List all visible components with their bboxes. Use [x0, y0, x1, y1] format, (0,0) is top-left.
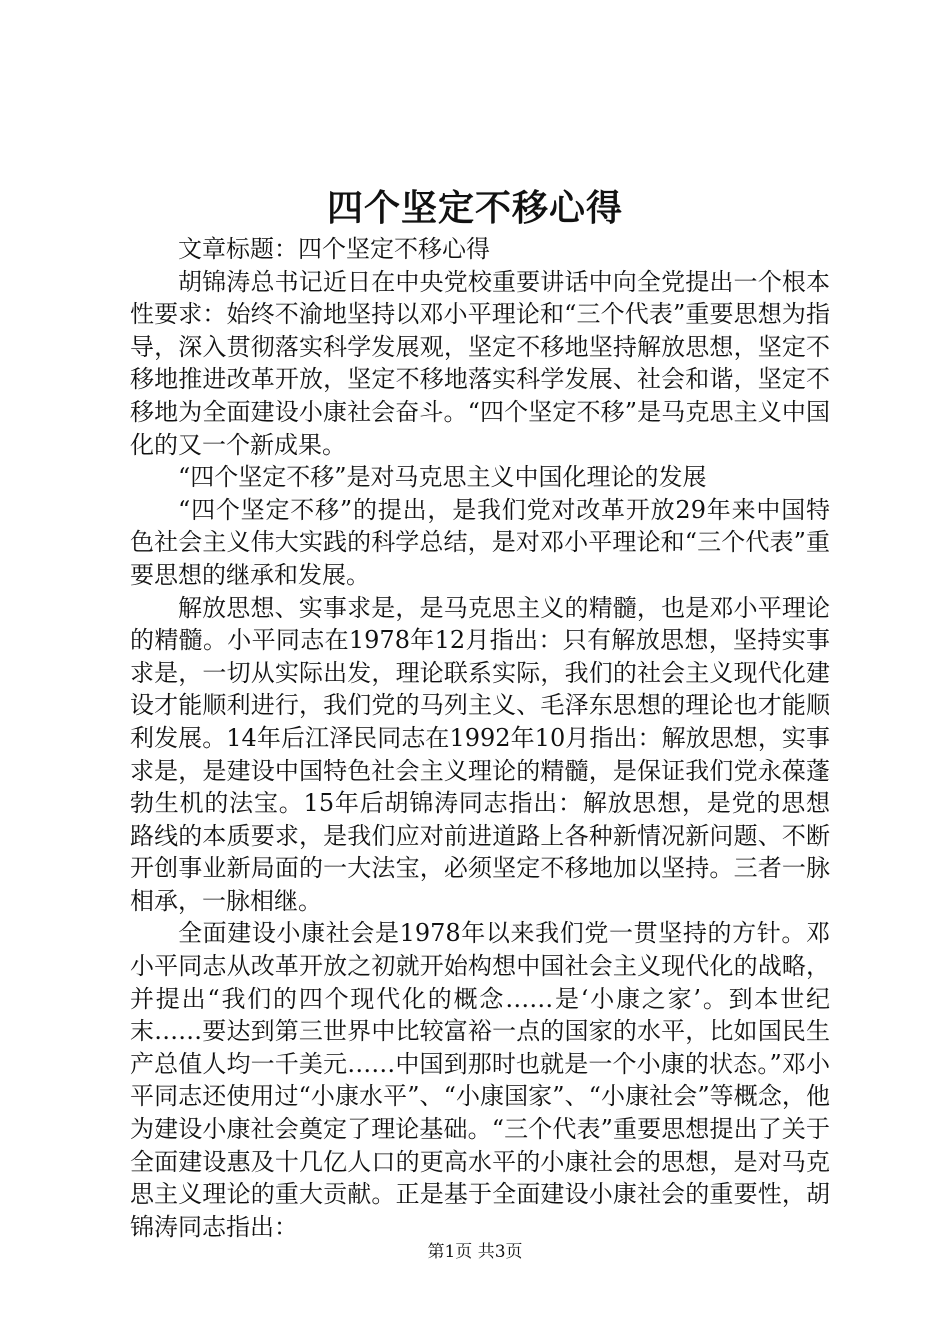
article-title-line: 文章标题：四个坚定不移心得	[178, 235, 490, 263]
section-heading: “四个坚定不移”是对马克思主义中国化理论的发展	[178, 463, 707, 492]
paragraph: “四个坚定不移”的提出，是我们党对改革开放29年来中国特色社会主义伟大实践的科学总结，是对邓小平理论和“三个代表”重要思想的继承和发展。	[130, 495, 830, 589]
paragraph: 胡锦涛总书记近日在中央党校重要讲话中向全党提出一个根本性要求：始终不渝地坚持以邓小平理论和“三个代表”重要思想为指导，深入贯彻落实科学发展观，坚定不移地坚持解放思想，坚定不移地推进改革开放，坚定不移地落实科学发展、社会和谐，坚定不移地为全面建设小康社会奋斗。“四个坚定不移”是马克思主义中国化的又一个新成果。	[130, 267, 830, 459]
document-title: 四个坚定不移心得	[326, 187, 623, 229]
paragraph: 解放思想、实事求是，是马克思主义的精髓，也是邓小平理论的精髓。小平同志在1978年12月指出：只有解放思想，坚持实事求是，一切从实际出发，理论联系实际，我们的社会主义现代化建设才能顺利进行，我们党的马列主义、毛泽东思想的理论也才能顺利发展。14年后江泽民同志在1992年10月指出：解放思想，实事求是，是建设中国特色社会主义理论的精髓，是保证我们党永葆蓬勃生机的法宝。15年后胡锦涛同志指出：解放思想，是党的思想路线的本质要求，是我们应对前进道路上各种新情况新问题、不断开创事业新局面的一大法宝，必须坚定不移地加以坚持。三者一脉相承，一脉相继。	[130, 593, 830, 915]
paragraph: 全面建设小康社会是1978年以来我们党一贯坚持的方针。邓小平同志从改革开放之初就开始构想中国社会主义现代化的战略，并提出“我们的四个现代化的概念……是‘小康之家’。到本世纪末……要达到第三世界中比较富裕一点的国家的水平，比如国民生产总值人均一千美元……中国到那时也就是一个小康的状态。”邓小平同志还使用过“小康水平”、“小康国家”、“小康社会”等概念，他为建设小康社会奠定了理论基础。“三个代表”重要思想提出了关于全面建设惠及十几亿人口的更高水平的小康社会的思想，是对马克思主义理论的重大贡献。正是基于全面建设小康社会的重要性，胡锦涛同志指出：	[130, 919, 830, 1241]
page-footer: 第1页 共3页	[427, 1242, 523, 1262]
document-body	[130, 233, 830, 1243]
